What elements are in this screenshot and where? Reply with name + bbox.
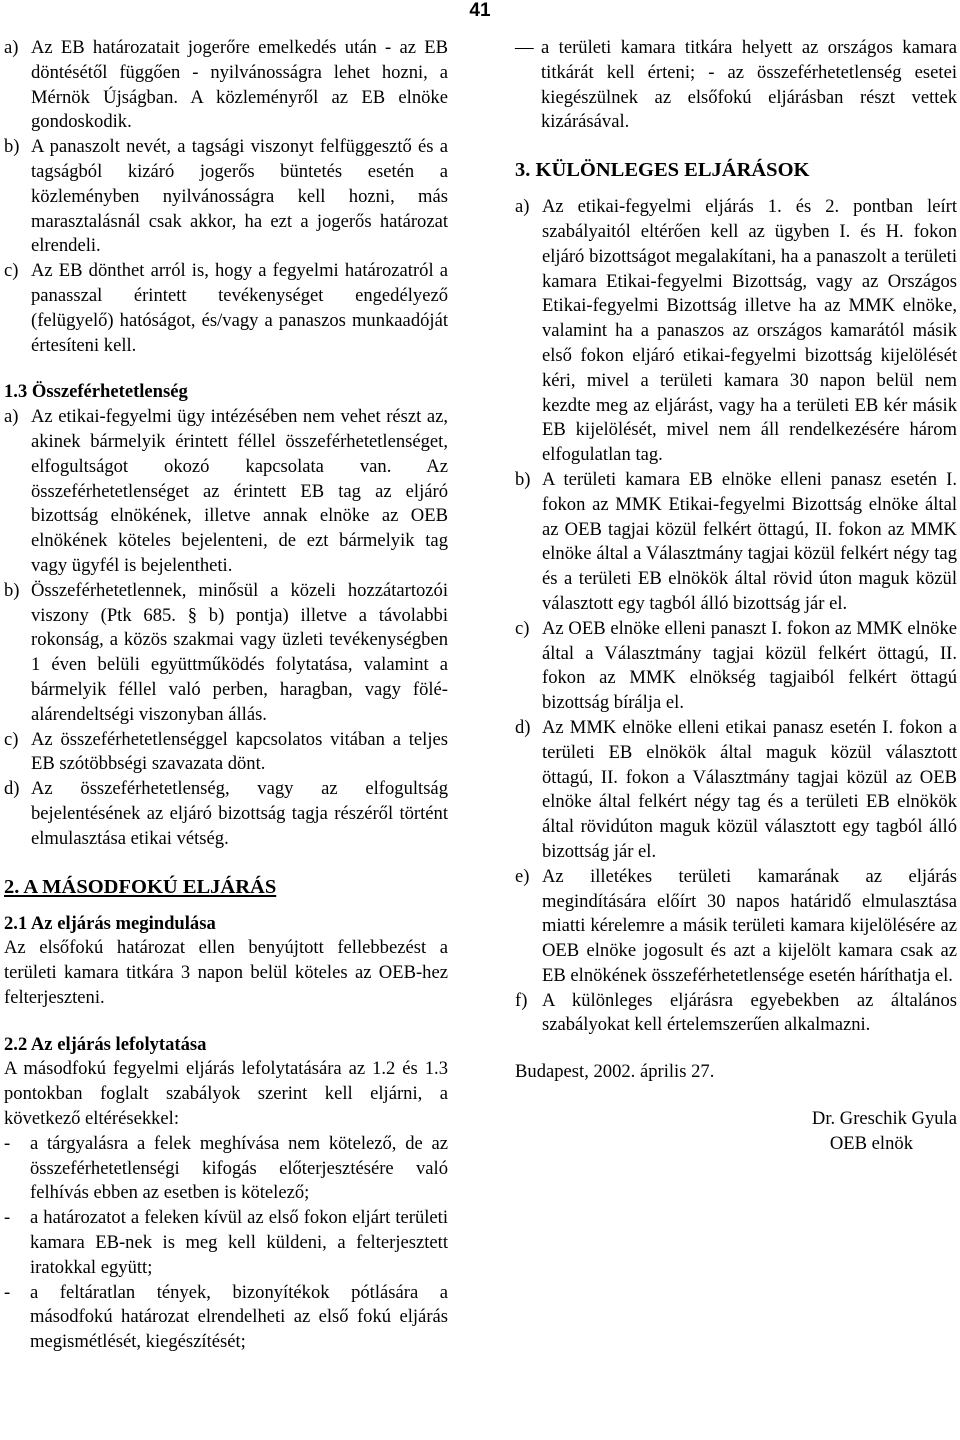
list-item [4, 36, 448, 135]
paragraph: A másodfokú fegyelmi eljárás lefolytatására az 1.2 és 1.3 pontokban foglalt szabályok szerint kell eljárni, a következő eltérésekkel: [4, 1058, 448, 1130]
item-marker: e) [515, 865, 530, 887]
place-date: Budapest, 2002. április 27. [515, 1061, 715, 1083]
list-item [515, 716, 957, 865]
section-heading-3: 3. KÜLÖNLEGES ELJÁRÁSOK [515, 159, 810, 182]
item-marker: b) [4, 579, 20, 601]
item-marker: c) [4, 728, 19, 750]
item-marker: a) [4, 406, 19, 428]
dash-item [4, 1281, 448, 1355]
item-marker: b) [515, 468, 531, 490]
item-marker: a) [4, 37, 19, 58]
item-marker: b) [4, 136, 20, 158]
paragraph: Az elsőfokú határozat ellen benyújtott fellebbezést a területi kamara titkára 3 napon belül köteles az OEB-hez felterjeszteni. [4, 937, 448, 1008]
item-text: Az EB határozatait jogerőre emelkedés után - az EB döntésétől függően - nyilvánosságra lehet hozni, a Mérnök Újságban. A közleményről az EB elnöke gondoskodik. [31, 37, 448, 133]
section-heading-1-3: 1.3 Összeférhetetlenség [4, 381, 188, 403]
list-item [4, 579, 448, 728]
list-item [4, 135, 448, 259]
item-marker: c) [4, 260, 19, 282]
item-text: a tárgyalásra a felek meghívása nem kötelező, de az összeférhetetlenségi kifogás előterjesztésére való felhívás ebben az esetben is kötelező; [30, 1132, 448, 1204]
left-column [4, 36, 448, 1355]
item-text: Az MMK elnöke elleni etikai panasz esetén I. fokon a területi EB elnökök által maguk közül választott öttagú, II. fokon a Választmány tagjai közül az OEB elnöke által felkért négy tag és a területi EB elnökök által rövidúton maguk közül választott egy tagból álló bizottság jár el. [542, 716, 957, 862]
subsection-heading-2-2: 2.2 Az eljárás lefolytatása [4, 1033, 207, 1055]
item-text: A területi kamara EB elnöke elleni panasz esetén I. fokon az MMK Etikai-fegyelmi Bizottság elnöke által az OEB tagjai közül felkért öttagú, II. fokon az MMK elnöke által a Választmány tagjai közül felkért négy tag és a területi EB elnökök által rövid úton maguk közül választott egy tagból álló bizottság jár el. [542, 468, 957, 614]
list-item [4, 777, 448, 851]
item-text: a határozatot a feleken kívül az első fokon eljárt területi kamara EB-nek is meg kell küldeni, a felterjesztett iratokkal együtt; [30, 1207, 448, 1278]
item-text: a feltáratlan tények, bizonyítékok pótlására a másodfokú határozat elrendelheti az első fokú eljárás megismétlését, kiegészítését; [30, 1281, 448, 1353]
dash-item [4, 1132, 448, 1206]
item-text: Az etikai-fegyelmi ügy intézésében nem vehet részt az, akinek bármelyik érintett féllel összeférhetetlenséget, elfogultságot okozó kapcsolata van. Az összeférhetetlenséget az érintett EB tag az eljáró bizottság elnökének, illetve annak elnöke az OEB elnökének köteles bejelenteni, de ezt bármelyik tag vagy ügyfél is bejelentheti. [31, 406, 448, 576]
item-marker: d) [515, 716, 531, 738]
dash-marker: — [515, 37, 534, 58]
dash-item [4, 1206, 448, 1280]
item-marker: a) [515, 196, 530, 218]
item-marker: f) [515, 989, 528, 1011]
item-text: Az EB dönthet arról is, hogy a fegyelmi határozatról a panasszal érintett tevékenységet engedélyező (felügyelő) hatóságot, és/vagy a panaszos munkaadóját értesíteni kell. [31, 260, 448, 356]
dash-item [515, 36, 957, 135]
dash-marker: - [4, 1281, 11, 1303]
list-item [515, 617, 957, 716]
signature-name: Dr. Greschik Gyula [811, 1108, 957, 1130]
item-text: a területi kamara titkára helyett az országos kamara titkárát kell érteni; - az összeférhetetlenség esetei kiegészülnek az elsőfokú eljárásban részt vettek kizárásával. [541, 37, 957, 133]
item-text: Az illetékes területi kamarának az eljárás megindítására előírt 30 napos határidő elmulasztása miatti kérelemre a másik területi kamara kijelölésére az OEB elnöke jogosult és azt a kijelölt kamara csak az EB elnökének összeférhetetlensége esetén háríthatja el. [542, 865, 957, 986]
item-text: Az összeférhetetlenséggel kapcsolatos vitában a teljes EB szótöbbségi szavazata dönt. [31, 728, 448, 775]
list-item [4, 728, 448, 778]
list-item [515, 195, 957, 468]
item-marker: c) [515, 617, 530, 639]
page-number: 41 [469, 0, 491, 21]
subsection-heading-2-1: 2.1 Az eljárás megindulása [4, 912, 216, 934]
item-text: Összeférhetetlennek, minősül a közeli hozzátartozói viszony (Ptk 685. § b) pontja) illetve a távolabbi rokonság, a közös szakmai vagy üzleti tevékenységben 1 éven belüli együttműködés folytatása, valamint a bármelyik féllel való perben, haragban, vagy fölé-alárendeltségi viszonyban állás. [31, 579, 448, 725]
item-marker: d) [4, 778, 20, 800]
list-item [4, 405, 448, 579]
item-text: Az összeférhetetlenség, vagy az elfogultság bejelentésének az eljáró bizottság tagja részéről történt elmulasztása etikai vétség. [31, 778, 448, 849]
list-item [515, 989, 957, 1039]
signature-title: OEB elnök [829, 1132, 913, 1154]
item-text: A panaszolt nevét, a tagsági viszonyt felfüggesztő és a tagságból kizáró jogerős büntetés esetén a közleményben nyilvánosságra kell hozni, más marasztalásnál csak akkor, ha ezt a jogerős határozat elrendeli. [31, 136, 448, 257]
item-text: Az OEB elnöke elleni panaszt I. fokon az MMK elnöke által a Választmány tagjai közül felkért öttagú, II. fokon az MMK elnökség tagjaiból felkért öttagú bizottság bírálja el. [542, 617, 957, 714]
list-item [515, 865, 957, 989]
list-item [515, 468, 957, 617]
list-item [4, 259, 448, 358]
section-heading-2: 2. A MÁSODFOKÚ ELJÁRÁS [4, 875, 277, 898]
right-column [515, 36, 957, 1157]
item-text: A különleges eljárásra egyebekben az általános szabályokat kell értelemszerűen alkalmazni. [542, 989, 957, 1036]
dash-marker: - [4, 1207, 11, 1229]
item-text: Az etikai-fegyelmi eljárás 1. és 2. pontban leírt szabályaitól eltérően kell az ügyben I. és H. fokon eljáró bizottságot megalakítani, ha a panaszolt a területi kamara Etikai-fegyelmi Bizottság, vagy az Országos Etikai-fegyelmi Bizottság illetve ha az MMK elnöke, valamint ha a panaszos az országos kamarától másik első fokon eljáró etikai-fegyelmi bizottság kijelölését kéri, mivel a területi kamara 30 napon belül nem kezdte meg az eljárást, vagy ha a területi EB kér másik EB kijelölését, mivel nem áll rendelkezésére három elfogulatlan tag. [542, 196, 957, 466]
dash-marker: - [4, 1132, 11, 1154]
